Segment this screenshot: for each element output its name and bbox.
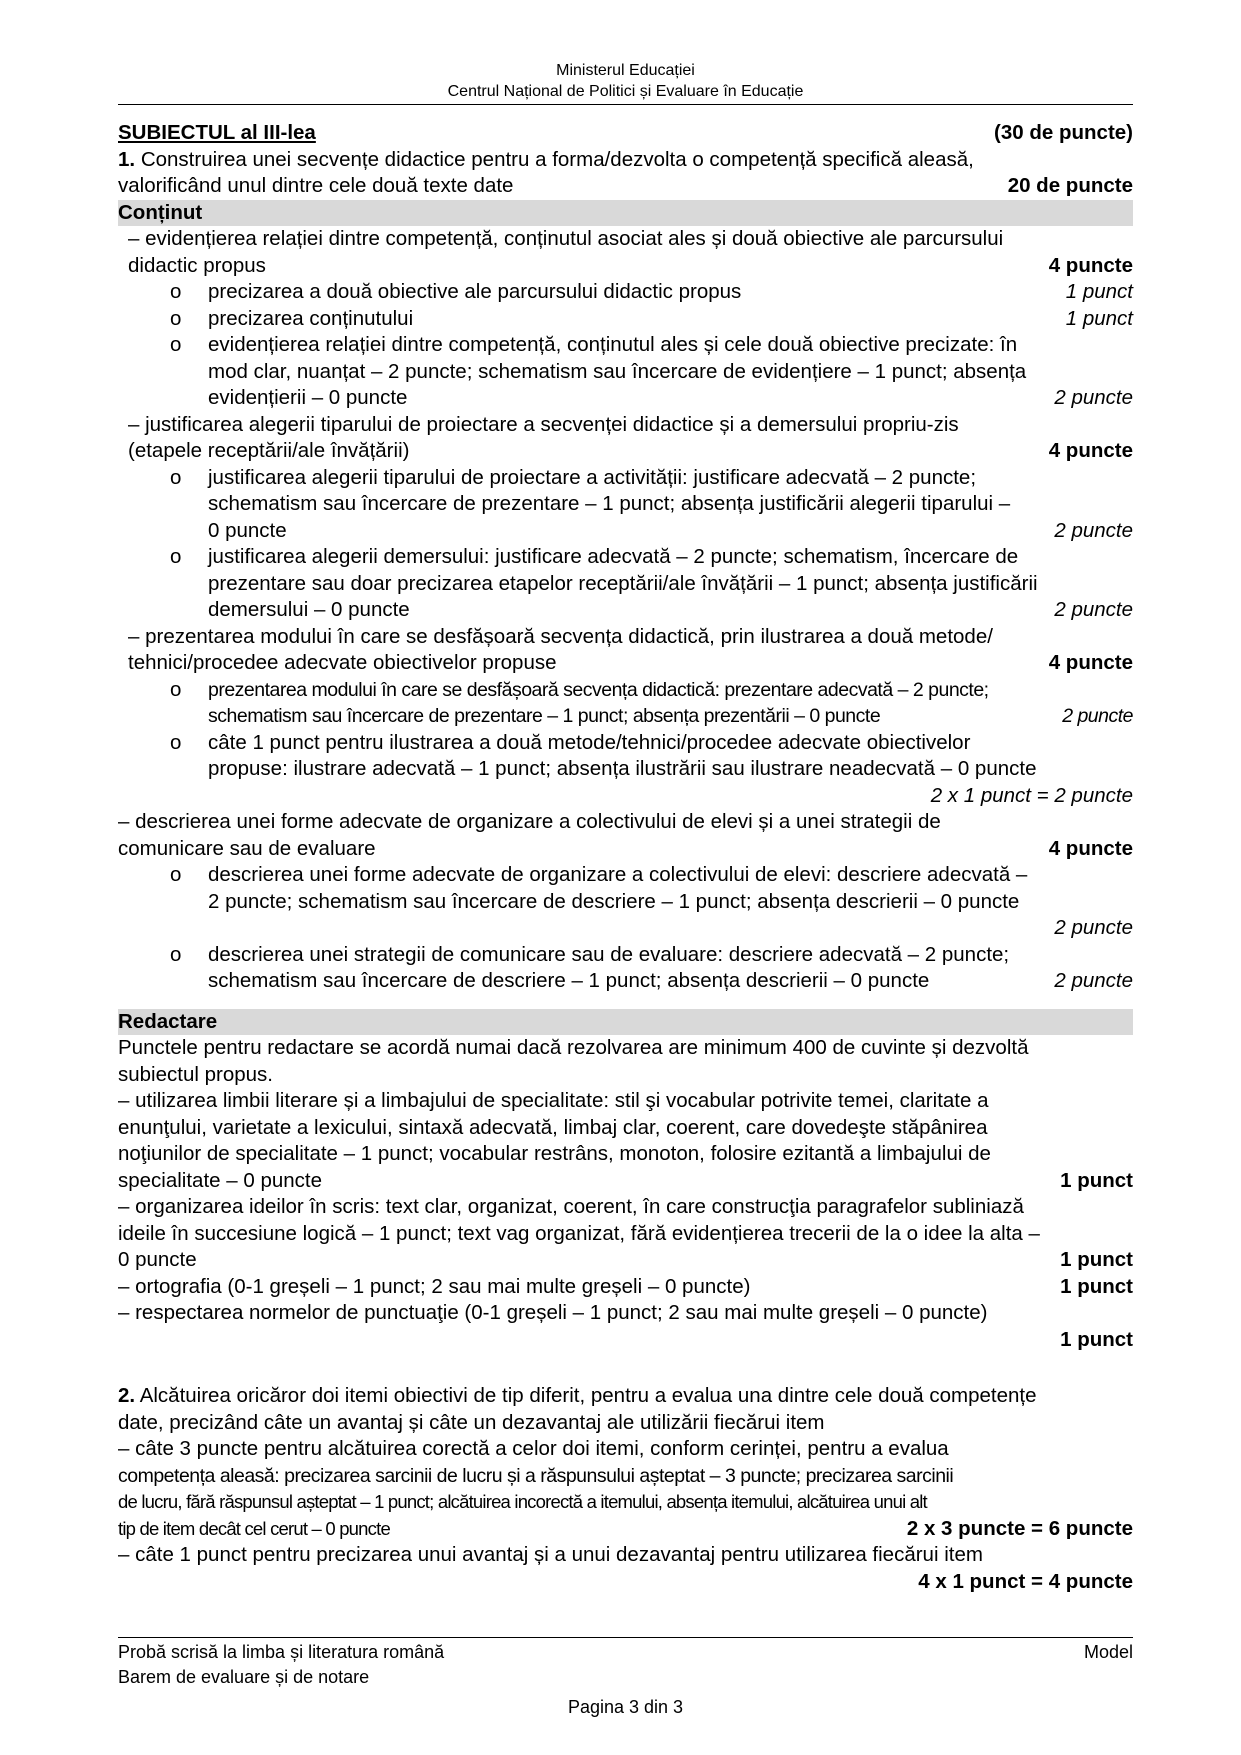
c1-line1: – evidențierea relației dintre competență, conținutul asociat ales și două obiective ale parcursului (128, 227, 1004, 250)
r3-text: – ortografia (0-1 greșeli – 1 punct; 2 sau mai multe greșeli – 0 puncte) (118, 1274, 751, 1298)
continut-heading: Conținut (118, 200, 1133, 227)
c2-b2-line1: justificarea alegerii demersului: justificare adecvată – 2 puncte; schematism, încercare de (208, 545, 1019, 568)
c2-bullet-2 (118, 544, 1133, 624)
c1-b3-points: 2 puncte (1054, 386, 1133, 409)
c3-b1-points: 2 puncte (1062, 705, 1133, 727)
r2-line2: ideile în succesiune logică – 1 punct; text vag organizat, fără evidențierea trecerii de la o idee la alta – (118, 1221, 1040, 1245)
q2-d1-line3: de lucru, fără răspunsul așteptat – 1 punct; alcătuirea incorectă a itemului, absența itemului, alcătuirea unui alt (118, 1491, 927, 1512)
c2-line1: – justificarea alegerii tiparului de proiectare a secvenței didactice și a demersului propriu-zis (128, 412, 959, 436)
c2-b2-line3: demersului – 0 puncte (208, 598, 410, 621)
q2-intro-line2: date, precizând câte un avantaj și câte un dezavantaj ale utilizării fiecărui item (118, 1410, 825, 1434)
c1-b3-line3: evidențierii – 0 puncte (208, 386, 408, 409)
q2-d1-points: 2 x 3 puncte = 6 puncte (906, 1516, 1133, 1540)
c2-b1-line1: justificarea alegerii tiparului de proiectare a activității: justificare adecvată – 2 puncte; (208, 465, 977, 489)
footer-exam-name: Probă scrisă la limba și literatura română (118, 1642, 445, 1662)
q1-intro (118, 147, 1133, 174)
criterion-4 (118, 809, 1133, 862)
c4-line1: – descrierea unei forme adecvate de organizare a colectivului de elevi și a unei strategii de (118, 810, 941, 833)
q2-d1-line2: competența aleasă: precizarea sarcinii de lucru și a răspunsului așteptat – 3 puncte; precizarea sarcinii (118, 1464, 954, 1487)
c1-bullet-3 (118, 332, 1133, 412)
footer-row1 (118, 1640, 1133, 1665)
c2-b2-points: 2 puncte (1054, 598, 1133, 621)
c4-b1-points: 2 puncte (1054, 916, 1133, 939)
circle-bullet-icon: o (170, 545, 182, 568)
q1-intro-line1: Construirea unei secvențe didactice pentru a forma/dezvolta o competență specifică aleasă, (140, 147, 974, 171)
c2-b2-line2: prezentare sau doar precizarea etapelor receptării/ale învățării – 1 punct; absența justificării (208, 571, 1038, 595)
r1-line4: specialitate – 0 puncte (118, 1168, 322, 1192)
criterion-3 (118, 624, 1133, 677)
footer-divider (118, 1637, 1133, 1638)
r3-row (118, 1274, 1133, 1301)
red-intro-line1: Punctele pentru redactare se acordă numai dacă rezolvarea are minimum 400 de cuvinte și dezvoltă (118, 1036, 1029, 1059)
c4-b2-line2: schematism sau încercare de descriere – 1 punct; absența descrierii – 0 puncte (208, 969, 930, 992)
r1-line1: – utilizarea limbii literare și a limbajului de specialitate: stil şi vocabular potrivite temei, claritate a (118, 1089, 989, 1112)
q1-intro-line2: valorificând unul dintre cele două texte date (118, 174, 514, 197)
circle-bullet-icon: o (170, 677, 182, 701)
redactare-heading: Redactare (118, 1009, 1133, 1036)
c2-b1-line2: schematism sau încercare de prezentare – 1 punct; absența justificării alegerii tiparului – (208, 492, 1011, 515)
subject-title: SUBIECTUL al III-lea (118, 121, 316, 144)
c1-row2 (128, 253, 1133, 280)
c2-points: 4 puncte (1048, 439, 1133, 462)
r3-points: 1 punct (1060, 1274, 1133, 1298)
c4-b2-line1: descrierea unei strategii de comunicare sau de evaluare: descriere adecvată – 2 puncte; (208, 942, 1010, 966)
q2-intro (118, 1383, 1133, 1410)
q2-d1-row4 (118, 1516, 1133, 1543)
c1-b2-text: precizarea conținutului (208, 306, 414, 330)
q2-d2-text: – câte 1 punct pentru precizarea unui avantaj și a unui dezavantaj pentru utilizarea fiecărui item (118, 1543, 983, 1566)
c4-b2-points: 2 puncte (1054, 969, 1133, 992)
c1-b3-line1: evidențierea relației dintre competență, conținutul ales și cele două obiective precizate: în (208, 333, 1018, 356)
c1-bullet-1 (118, 279, 1133, 306)
r2-points: 1 punct (1060, 1248, 1133, 1271)
c2-b1-points: 2 puncte (1054, 518, 1133, 542)
c4-b1-line1: descrierea unei forme adecvate de organizare a colectivului de elevi: descriere adecvată – (208, 863, 1028, 886)
r2-row3 (118, 1247, 1133, 1274)
c1-b1-points: 1 punct (1065, 280, 1133, 303)
red-intro-line2: subiectul propus. (118, 1062, 273, 1086)
q1-points: 20 de puncte (1007, 174, 1133, 197)
main-content (118, 120, 1133, 1595)
c3-b2-points: 2 x 1 punct = 2 puncte (930, 783, 1133, 807)
c1-points: 4 puncte (1048, 253, 1133, 277)
c4-bullet-1 (118, 862, 1133, 942)
c1-b2-points: 1 punct (1065, 306, 1133, 330)
circle-bullet-icon: o (170, 280, 182, 303)
q2-d1-line4: tip de item decât cel cerut – 0 puncte (118, 1517, 390, 1539)
c3-line2: tehnici/procedee adecvate obiectivelor propuse (128, 651, 557, 674)
footer-barem: Barem de evaluare și de notare (118, 1667, 370, 1687)
criterion-1 (118, 226, 1133, 279)
r4-text: – respectarea normelor de punctuaţie (0-1 greșeli – 1 punct; 2 sau mai multe greșeli – 0 puncte) (118, 1301, 988, 1324)
c3-points: 4 puncte (1048, 651, 1133, 674)
q2-d2-points: 4 x 1 punct = 4 puncte (918, 1569, 1133, 1593)
footer-model: Model (1083, 1642, 1133, 1662)
c2-b1-line3: 0 puncte (208, 518, 287, 542)
c2-line2: (etapele receptării/ale învățării) (128, 439, 410, 462)
q2-d1-line1: – câte 3 puncte pentru alcătuirea corectă a celor doi itemi, conform cerinței, pentru a evalua (118, 1437, 949, 1460)
circle-bullet-icon: o (170, 306, 182, 330)
c3-bullet-2 (118, 730, 1133, 810)
r2-line1: – organizarea ideilor în scris: text clar, organizat, coerent, în care construcţia paragrafelor subliniază (118, 1195, 1024, 1218)
header-center: Centrul Național de Politici și Evaluare în Educație (447, 83, 804, 100)
circle-bullet-icon: o (170, 465, 182, 489)
header-ministry: Ministerul Educației (556, 62, 695, 79)
c4-bullet-2 (118, 942, 1133, 995)
footer-page-number: Pagina 3 din 3 (567, 1697, 684, 1717)
c3-b2-line1: câte 1 punct pentru ilustrarea a două metode/tehnici/procedee adecvate obiectivelor (208, 730, 971, 754)
q2-intro-line1: Alcătuirea oricăror doi itemi obiectivi de tip diferit, pentru a evalua una dintre cele două competențe (139, 1384, 1037, 1407)
subject-points: (30 de puncte) (994, 121, 1133, 144)
c3-line1: – prezentarea modului în care se desfășoară secvența didactică, prin ilustrarea a două metode/ (128, 624, 993, 648)
c3-b1-line2: schematism sau încercare de prezentare – 1 punct; absența prezentării – 0 puncte (208, 705, 881, 727)
c1-b3-line2: mod clar, nuanțat – 2 puncte; schematism sau încercare de evidențiere – 1 punct; absența (208, 359, 1027, 383)
criterion-2 (118, 412, 1133, 465)
circle-bullet-icon: o (170, 333, 182, 356)
c4-b1-line2: 2 puncte; schematism sau încercare de descriere – 1 punct; absența descrierii – 0 puncte (208, 889, 1020, 913)
r2-line3: 0 puncte (118, 1248, 197, 1271)
header-divider (118, 104, 1133, 105)
q1-intro-row2 (118, 173, 1133, 200)
circle-bullet-icon: o (170, 942, 182, 966)
c1-line2: didactic propus (128, 253, 266, 277)
circle-bullet-icon: o (170, 730, 182, 754)
c4-points: 4 puncte (1048, 836, 1133, 860)
subject-title-row (118, 120, 1133, 147)
c3-bullet-1 (118, 677, 1133, 730)
r1-line2: enunţului, varietate a lexicului, sintaxă adecvată, limbaj clar, coerent, care dovedeşte stăpânirea (118, 1115, 988, 1139)
c3-b2-line2: propuse: ilustrare adecvată – 1 punct; absența ilustrării sau ilustrare neadecvată – 0 puncte (208, 757, 1037, 780)
r1-line3: noţiunilor de specialitate – 1 punct; vocabular restrâns, monoton, folosire ezitantă a limbajului de (118, 1142, 991, 1165)
c2-bullet-1 (118, 465, 1133, 545)
q2-number: 2. (118, 1384, 136, 1407)
c4-line2: comunicare sau de evaluare (118, 836, 376, 860)
r1-points: 1 punct (1060, 1168, 1133, 1192)
c1-bullet-2 (118, 306, 1133, 333)
r1-row4 (118, 1168, 1133, 1195)
q1-number: 1. (118, 147, 136, 171)
c3-b1-line1: prezentarea modului în care se desfășoară secvența didactică: prezentare adecvată – 2 puncte; (208, 678, 989, 701)
r4-points: 1 punct (1060, 1327, 1133, 1351)
footer-row2 (118, 1665, 1133, 1690)
c1-b1-text: precizarea a două obiective ale parcursului didactic propus (208, 280, 742, 303)
circle-bullet-icon: o (170, 863, 182, 886)
